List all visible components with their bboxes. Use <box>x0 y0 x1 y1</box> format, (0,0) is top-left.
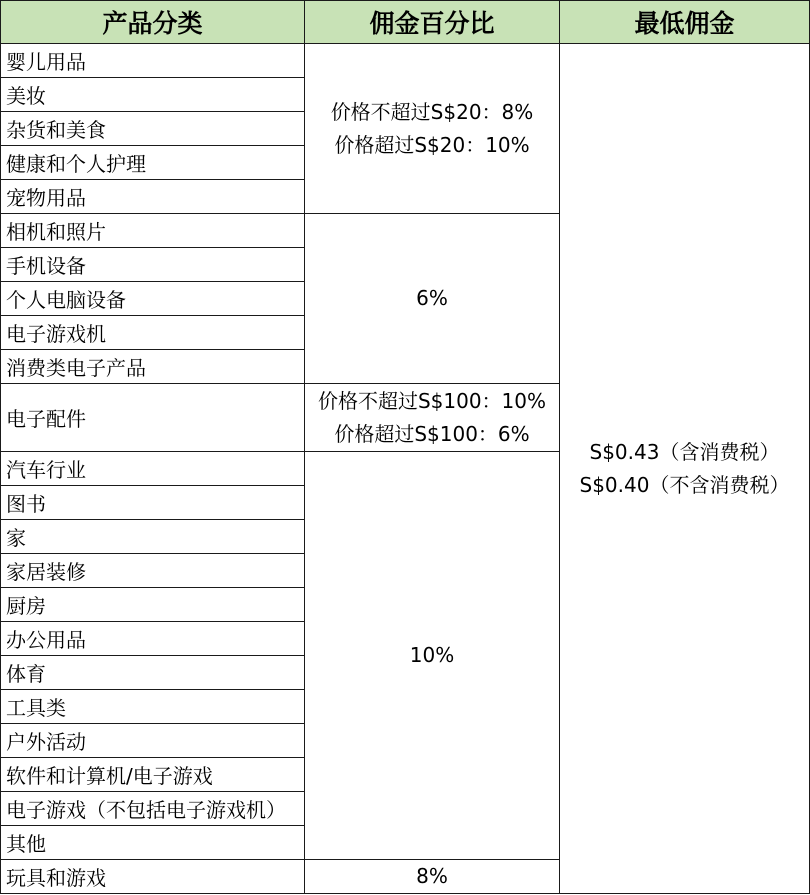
category-cell: 美妆 <box>1 78 305 112</box>
table-row <box>1 44 810 78</box>
category-cell: 婴儿用品 <box>1 44 305 78</box>
minimum-fee-cell <box>560 44 810 894</box>
category-cell: 家 <box>1 520 305 554</box>
category-cell: 个人电脑设备 <box>1 282 305 316</box>
category-cell: 汽车行业 <box>1 452 305 486</box>
header-minimum: 最低佣金 <box>560 1 810 44</box>
category-cell: 体育 <box>1 656 305 690</box>
commission-cell-group1 <box>305 44 560 214</box>
category-cell: 工具类 <box>1 690 305 724</box>
category-cell: 电子游戏（不包括电子游戏机） <box>1 792 305 826</box>
category-cell: 玩具和游戏 <box>1 860 305 894</box>
commission-line: 价格超过S$100：6% <box>334 421 530 446</box>
category-cell: 家居装修 <box>1 554 305 588</box>
category-cell: 消费类电子产品 <box>1 350 305 384</box>
category-cell: 厨房 <box>1 588 305 622</box>
commission-cell-group2: 6% <box>305 214 560 384</box>
commission-cell-group3 <box>305 384 560 452</box>
category-cell: 宠物用品 <box>1 180 305 214</box>
category-cell: 健康和个人护理 <box>1 146 305 180</box>
header-category: 产品分类 <box>1 1 305 44</box>
category-cell: 软件和计算机/电子游戏 <box>1 758 305 792</box>
commission-cell-group4: 10% <box>305 452 560 860</box>
header-commission: 佣金百分比 <box>305 1 560 44</box>
minimum-fee-line: S$0.40（不含消费税） <box>579 472 790 497</box>
category-cell: 相机和照片 <box>1 214 305 248</box>
category-cell: 电子游戏机 <box>1 316 305 350</box>
category-cell: 杂货和美食 <box>1 112 305 146</box>
category-cell: 手机设备 <box>1 248 305 282</box>
category-cell: 电子配件 <box>1 384 305 452</box>
category-cell: 其他 <box>1 826 305 860</box>
header-row <box>1 1 810 44</box>
commission-line: 价格不超过S$20：8% <box>330 99 534 124</box>
commission-cell-group5: 8% <box>305 860 560 894</box>
commission-line: 价格超过S$20：10% <box>334 132 530 157</box>
minimum-fee-line: S$0.43（含消费税） <box>589 439 780 464</box>
category-cell: 办公用品 <box>1 622 305 656</box>
category-cell: 图书 <box>1 486 305 520</box>
category-cell: 户外活动 <box>1 724 305 758</box>
commission-line: 价格不超过S$100：10% <box>317 388 547 413</box>
